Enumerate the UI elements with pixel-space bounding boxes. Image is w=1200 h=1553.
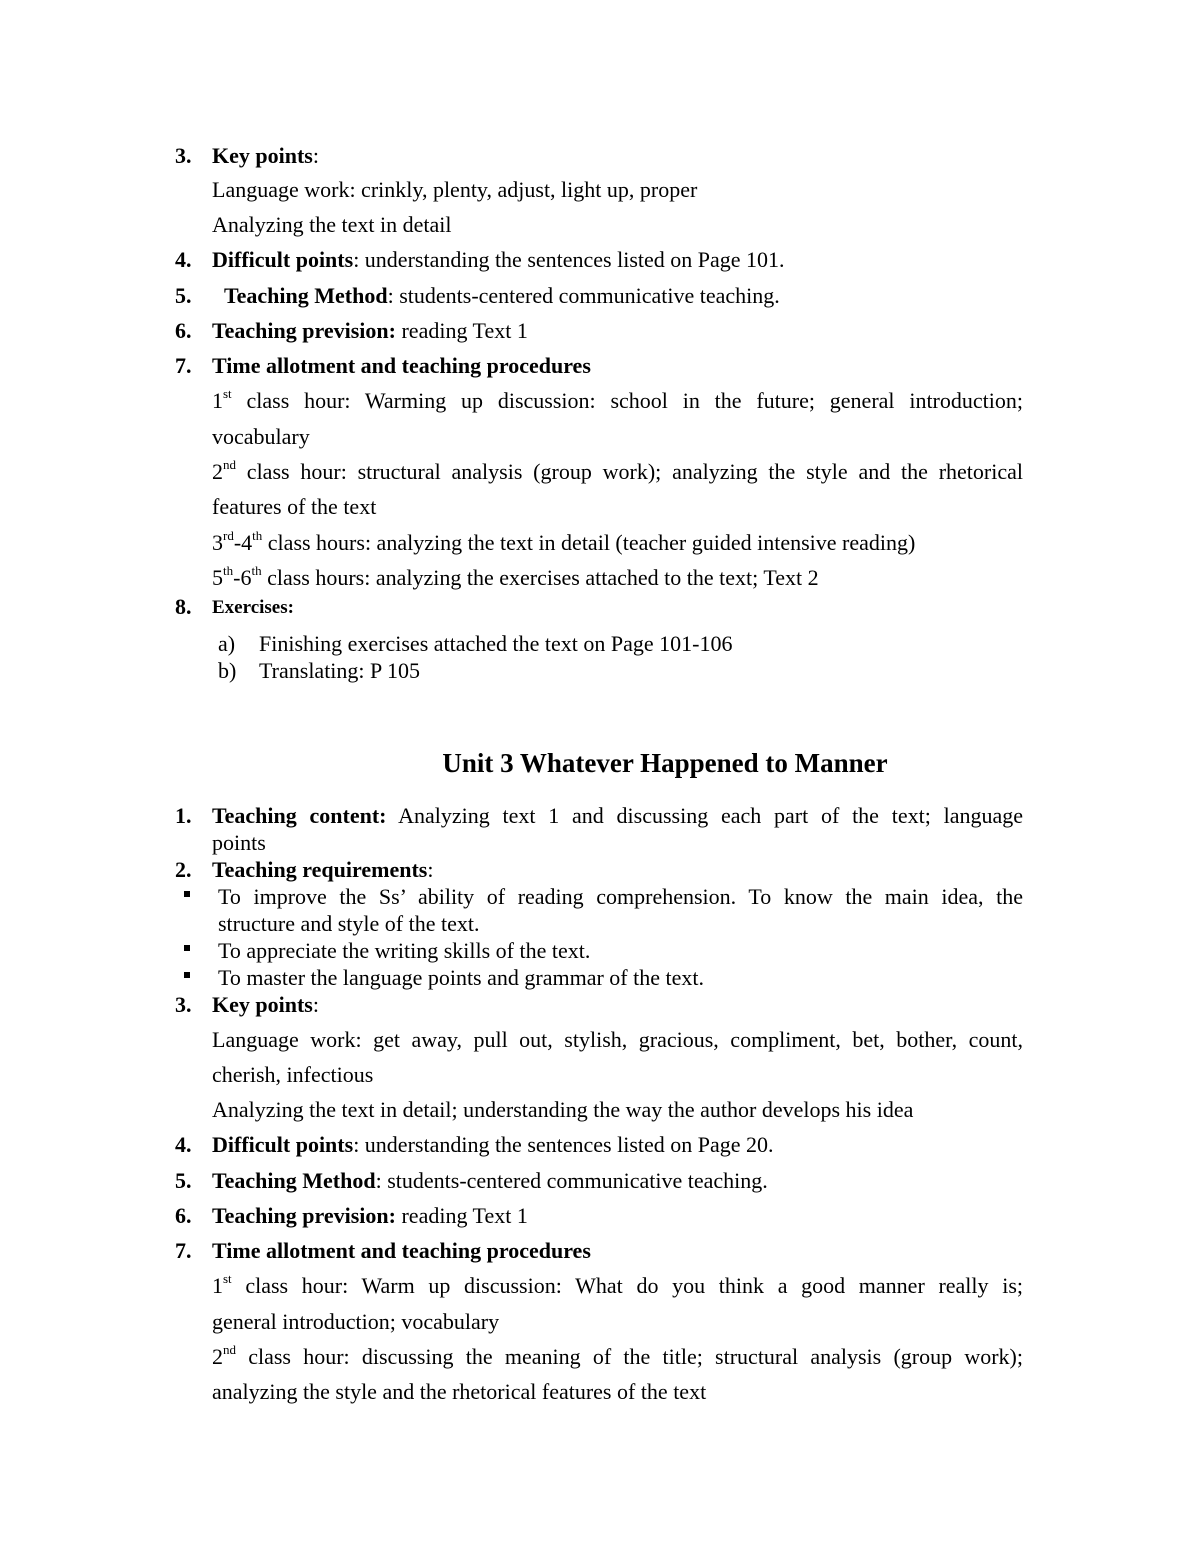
analyzing-line: Analyzing the text in detail; understanding the way the author develops his idea <box>212 1097 914 1122</box>
class-hour-line: 5th-6th class hours: analyzing the exercises attached to the text; Text 2 <box>212 562 819 590</box>
exercises-heading: Exercises: <box>212 597 294 618</box>
class-hour-cont: analyzing the style and the rhetorical features of the text <box>212 1379 707 1404</box>
class-hour-cont: general introduction; vocabulary <box>212 1309 500 1334</box>
language-work-line: Language work: get away, pull out, stylish, gracious, compliment, bet, bother, count, <box>212 1027 1023 1052</box>
list-number: 4. <box>175 1132 192 1157</box>
list-number: 1. <box>175 803 192 828</box>
list-number: 7. <box>175 353 192 378</box>
class-hour-cont: vocabulary <box>212 424 310 449</box>
time-allotment-heading: Time allotment and teaching procedures <box>212 353 591 378</box>
teaching-method-line: Teaching Method: students-centered communicative teaching. <box>212 1168 768 1193</box>
class-hour-line: 2nd class hour: discussing the meaning of the title; structural analysis (group work); <box>212 1341 1023 1369</box>
sub-list-letter: b) <box>218 658 237 683</box>
difficult-points-line: Difficult points: understanding the sentences listed on Page 101. <box>212 247 785 272</box>
teaching-content-cont: points <box>212 830 266 855</box>
requirement-item-cont: structure and style of the text. <box>218 911 480 936</box>
teaching-prevision-line: Teaching prevision: reading Text 1 <box>212 1203 528 1228</box>
list-number: 8. <box>175 594 192 619</box>
class-hour-cont: features of the text <box>212 494 377 519</box>
exercise-item: Finishing exercises attached the text on Page 101-106 <box>259 631 733 656</box>
time-allotment-heading: Time allotment and teaching procedures <box>212 1238 591 1263</box>
key-points-heading: Key points: <box>212 992 319 1017</box>
teaching-method-line: Teaching Method: students-centered communicative teaching. <box>224 283 780 308</box>
analyzing-line: Analyzing the text in detail <box>212 212 452 237</box>
language-work-line: Language work: crinkly, plenty, adjust, light up, proper <box>212 177 698 202</box>
language-work-cont: cherish, infectious <box>212 1062 374 1087</box>
requirement-item: To improve the Ss’ ability of reading comprehension. To know the main idea, the <box>218 884 1023 909</box>
teaching-requirements-heading: Teaching requirements: <box>212 857 434 882</box>
class-hour-line: 2nd class hour: structural analysis (group work); analyzing the style and the rhetorical <box>212 456 1023 484</box>
bullet-icon <box>184 972 190 978</box>
sub-list-letter: a) <box>218 631 236 656</box>
class-hour-line: 1st class hour: Warm up discussion: What do you think a good manner really is; <box>212 1270 1023 1298</box>
list-number: 4. <box>175 247 192 272</box>
class-hour-line: 3rd-4th class hours: analyzing the text in detail (teacher guided intensive reading) <box>212 527 916 555</box>
requirement-item: To master the language points and grammar of the text. <box>218 965 704 990</box>
bullet-icon <box>184 891 190 897</box>
list-number: 2. <box>175 857 192 882</box>
unit-title: Unit 3 Whatever Happened to Manner <box>442 748 888 778</box>
list-number: 6. <box>175 318 192 343</box>
class-hour-line: 1st class hour: Warming up discussion: school in the future; general introduction; <box>212 385 1023 413</box>
teaching-content-line: Teaching content: Analyzing text 1 and discussing each part of the text; language <box>212 803 1023 828</box>
list-number: 3. <box>175 992 192 1017</box>
teaching-prevision-line: Teaching prevision: reading Text 1 <box>212 318 528 343</box>
key-points-heading: Key points: <box>212 143 319 168</box>
exercise-item: Translating: P 105 <box>259 658 420 683</box>
list-number: 3. <box>175 143 192 168</box>
requirement-item: To appreciate the writing skills of the text. <box>218 938 591 963</box>
list-number: 6. <box>175 1203 192 1228</box>
bullet-icon <box>184 945 190 951</box>
difficult-points-line: Difficult points: understanding the sentences listed on Page 20. <box>212 1132 774 1157</box>
list-number: 7. <box>175 1238 192 1263</box>
list-number: 5. <box>175 283 192 308</box>
list-number: 5. <box>175 1168 192 1193</box>
